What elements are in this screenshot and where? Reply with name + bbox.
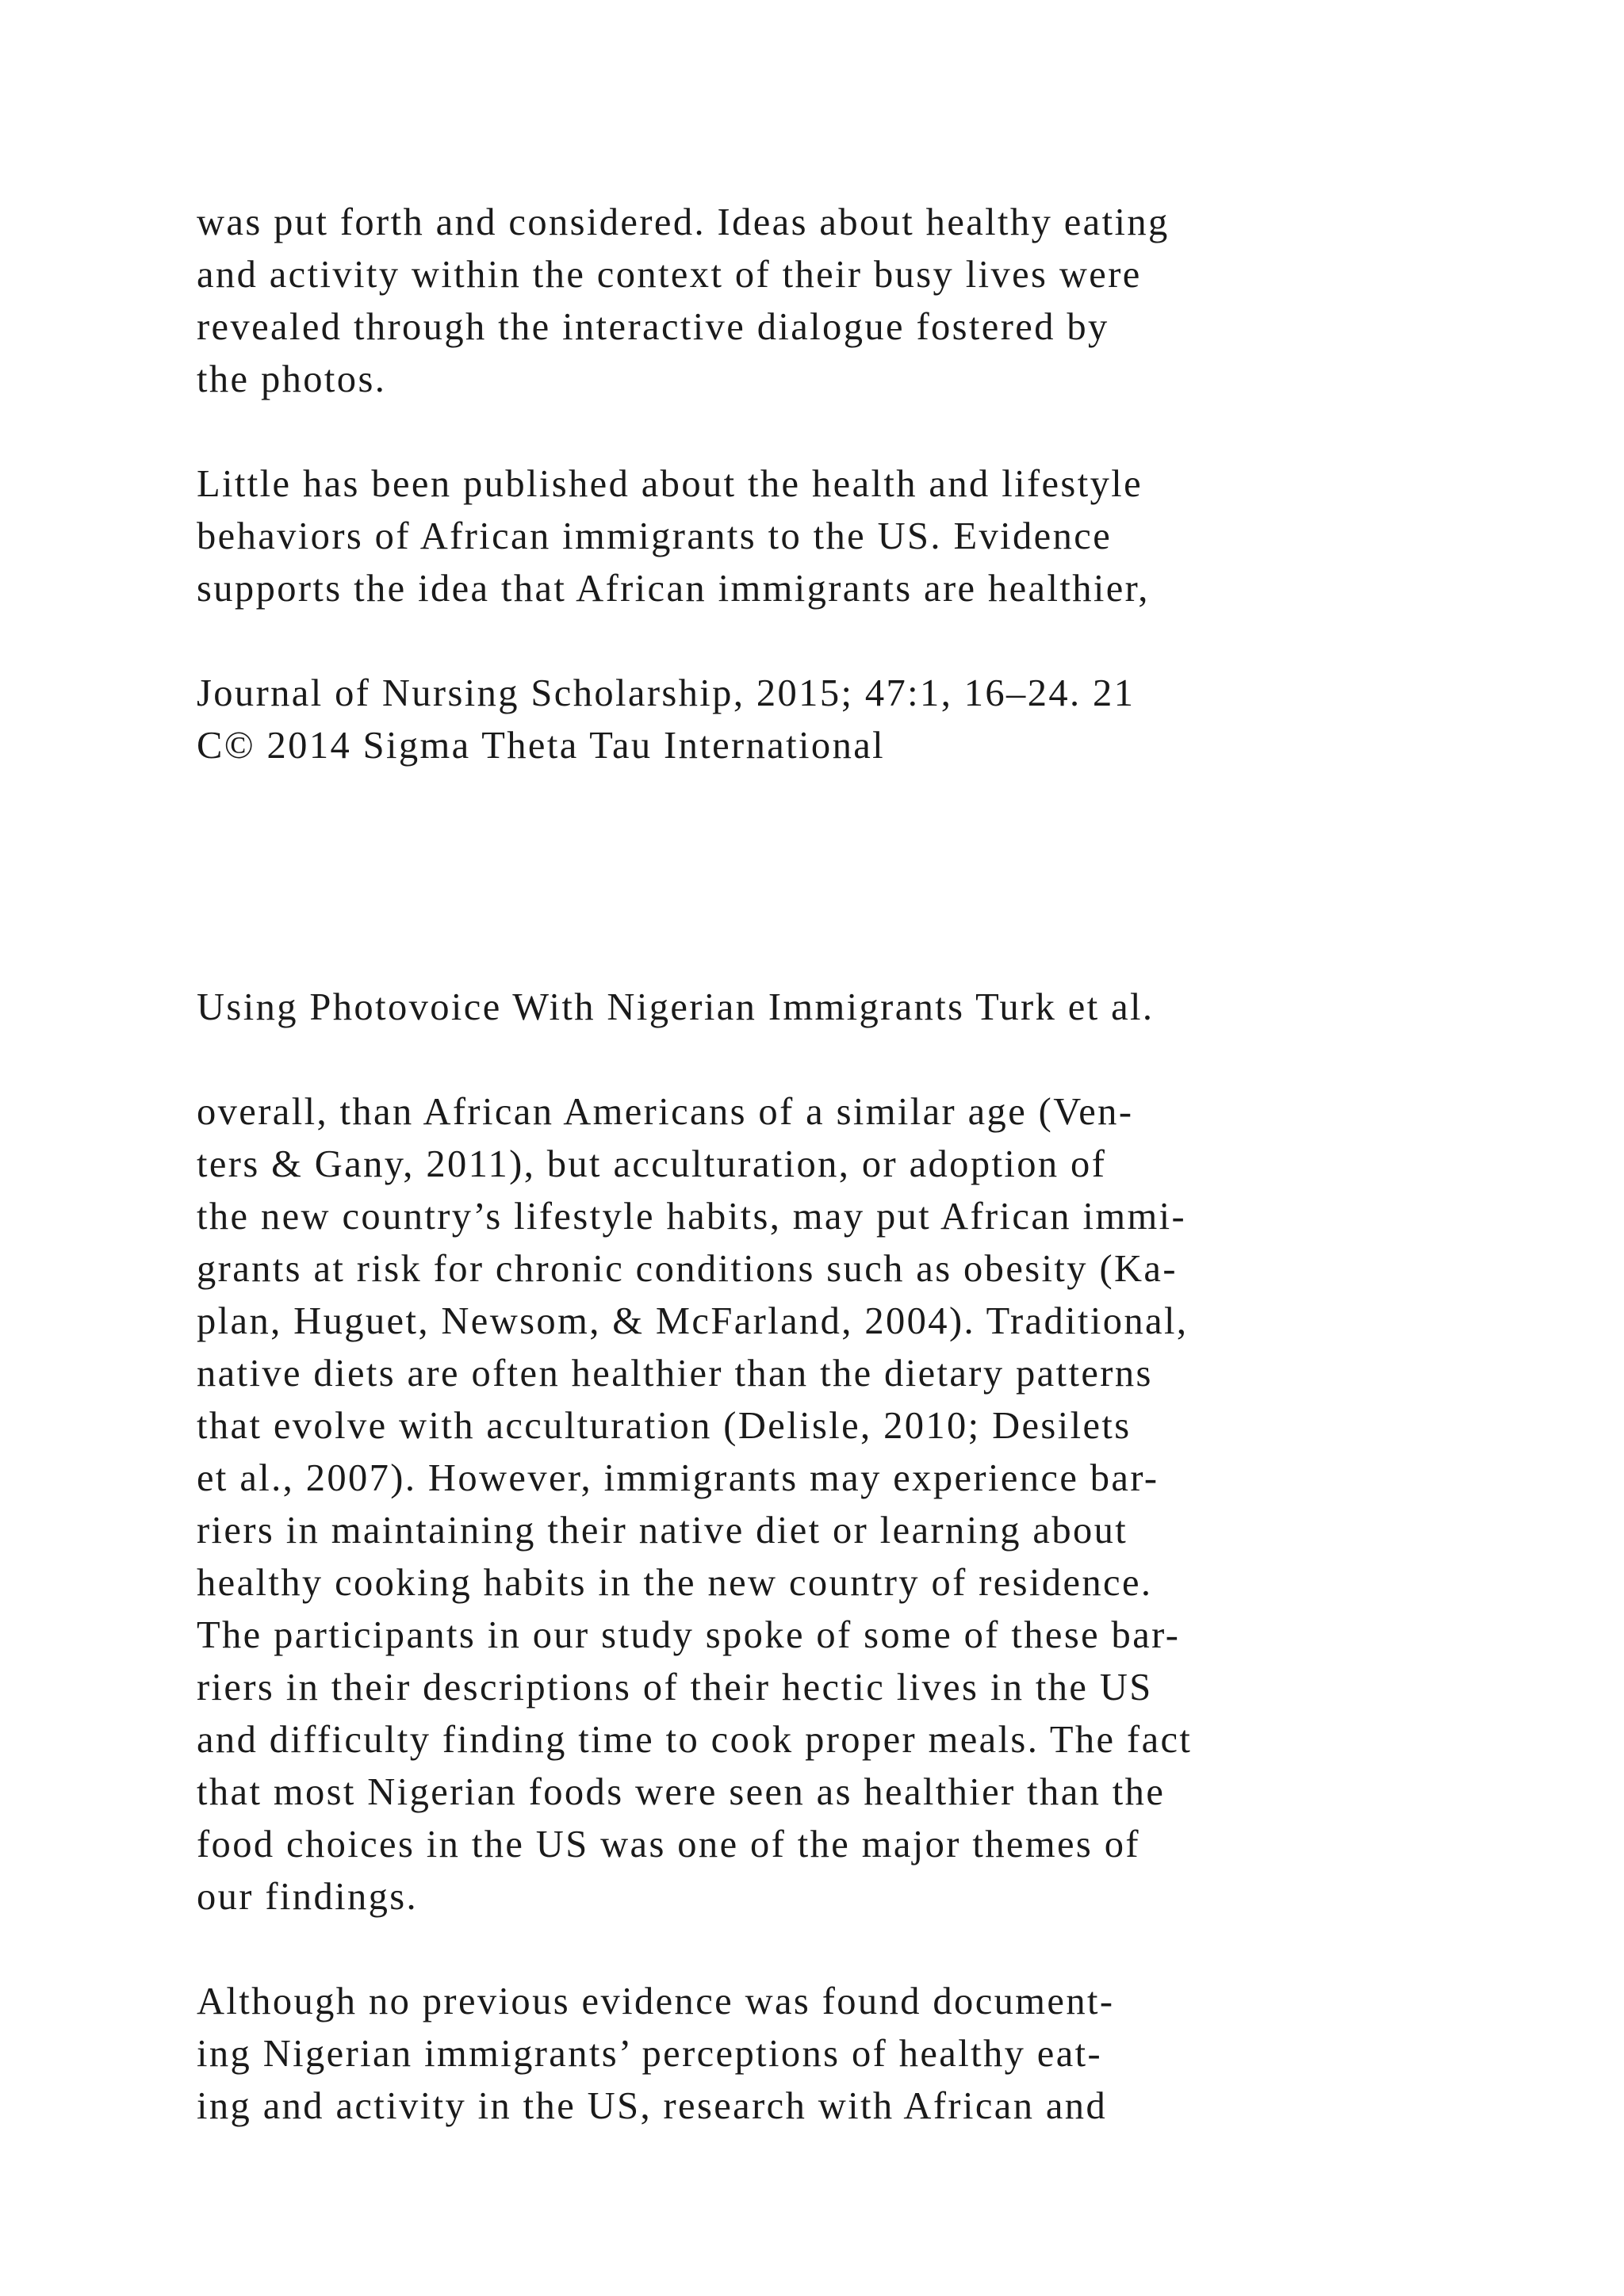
text-line: that evolve with acculturation (Delisle, 2010; Desilets xyxy=(197,1405,1132,1447)
page-break-gap xyxy=(197,772,1481,982)
text-line: riers in their descriptions of their hectic lives in the US xyxy=(197,1667,1153,1709)
text-line: our findings. xyxy=(197,1876,419,1918)
text-line: The participants in our study spoke of some of these bar- xyxy=(197,1614,1181,1656)
text-line: riers in maintaining their native diet or learning about xyxy=(197,1510,1128,1552)
paragraph-gap xyxy=(197,406,1481,458)
paragraph-4 xyxy=(197,1976,1481,2133)
paragraph-3 xyxy=(197,1086,1481,1923)
text-line: the photos. xyxy=(197,358,387,400)
text-line: behaviors of African immigrants to the US. Evidence xyxy=(197,515,1113,557)
text-line: was put forth and considered. Ideas about healthy eating xyxy=(197,201,1170,243)
text-line: revealed through the interactive dialogue fostered by xyxy=(197,306,1109,348)
paragraph-gap xyxy=(197,615,1481,668)
paragraph-1 xyxy=(197,197,1481,406)
text-line: Little has been published about the health and lifestyle xyxy=(197,463,1143,505)
text-line: native diets are often healthier than the dietary patterns xyxy=(197,1353,1153,1395)
copyright-notice: C© 2014 Sigma Theta Tau International xyxy=(197,725,886,767)
paragraph-gap xyxy=(197,1034,1481,1086)
text-line: supports the idea that African immigrants are healthier, xyxy=(197,568,1150,610)
paragraph-gap xyxy=(197,1923,1481,1976)
document-page xyxy=(197,197,1481,2133)
text-line: ing and activity in the US, research with African and xyxy=(197,2085,1108,2127)
text-line: and activity within the context of their busy lives were xyxy=(197,254,1142,296)
journal-citation: Journal of Nursing Scholarship, 2015; 47:1, 16–24. 21 xyxy=(197,672,1136,714)
text-line: ing Nigerian immigrants’ perceptions of healthy eat- xyxy=(197,2033,1103,2075)
text-line: plan, Huguet, Newsom, & McFarland, 2004). Traditional, xyxy=(197,1300,1189,1342)
text-line: the new country’s lifestyle habits, may put African immi- xyxy=(197,1196,1187,1238)
text-line: grants at risk for chronic conditions such as obesity (Ka- xyxy=(197,1248,1178,1290)
running-header: Using Photovoice With Nigerian Immigrants Turk et al. xyxy=(197,986,1155,1028)
journal-footer xyxy=(197,668,1481,772)
text-line: Although no previous evidence was found document- xyxy=(197,1980,1115,2022)
text-line: and difficulty finding time to cook proper meals. The fact xyxy=(197,1719,1193,1761)
text-line: overall, than African Americans of a similar age (Ven- xyxy=(197,1091,1134,1133)
text-line: that most Nigerian foods were seen as healthier than the xyxy=(197,1771,1166,1813)
text-line: ters & Gany, 2011), but acculturation, or adoption of xyxy=(197,1143,1107,1185)
text-line: et al., 2007). However, immigrants may experience bar- xyxy=(197,1457,1159,1499)
text-line: healthy cooking habits in the new country of residence. xyxy=(197,1562,1153,1604)
text-line: food choices in the US was one of the major themes of xyxy=(197,1823,1140,1866)
paragraph-2 xyxy=(197,458,1481,615)
